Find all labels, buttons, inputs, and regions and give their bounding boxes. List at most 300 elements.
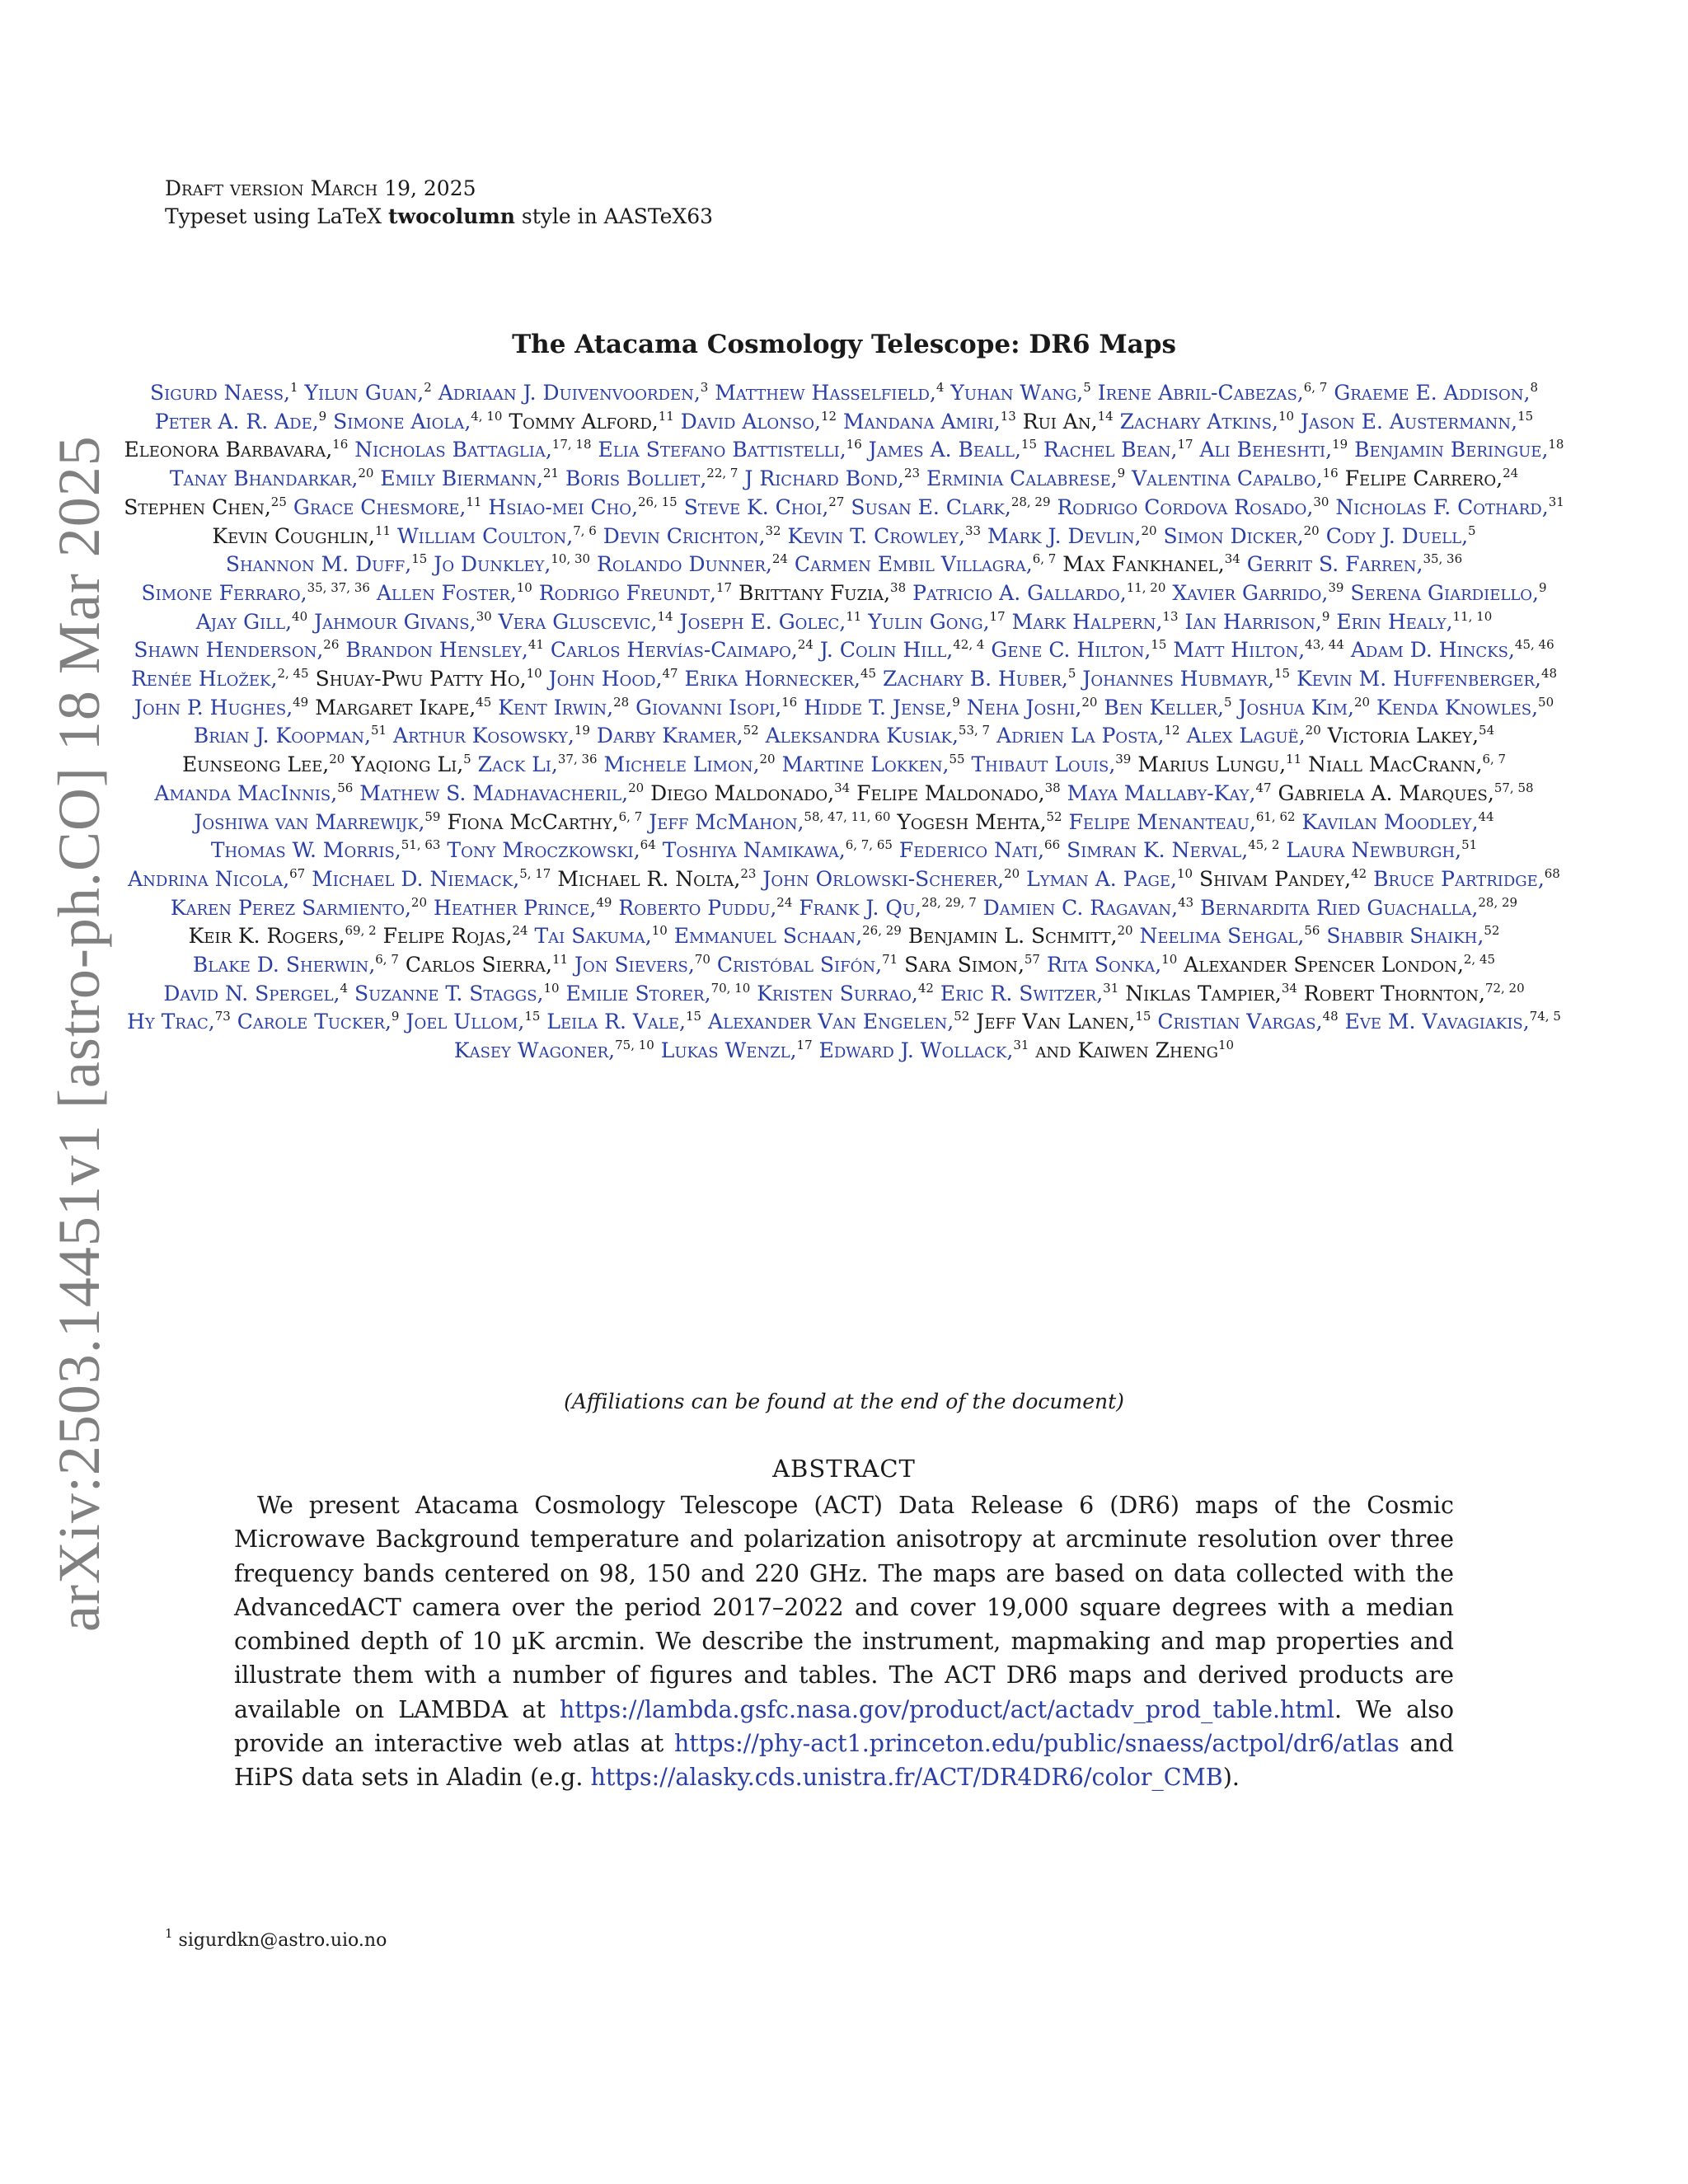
author-name[interactable]: John Hood,$^{47}$ <box>548 666 678 691</box>
author-name[interactable]: Simone Aiola,$^{4, 10}$ <box>333 408 503 434</box>
author-name-text: Vera Gluscevic <box>498 609 651 634</box>
author-name-text: Eric R. Switzer <box>940 981 1097 1005</box>
author-name-text: Giovanni Isopi <box>635 695 776 719</box>
author-name[interactable]: Ajay Gill,$^{40}$ <box>195 608 308 634</box>
author-name[interactable]: Andrina Nicola,$^{67}$ <box>128 865 306 891</box>
author-name[interactable]: Gene C. Hilton,$^{15}$ <box>991 637 1167 663</box>
author-name[interactable]: Rolando Dunner,$^{24}$ <box>597 551 788 577</box>
author-name-text: Brittany Fuzia <box>738 580 884 605</box>
author-affiliation-superscript: 6, 7 <box>1303 380 1328 395</box>
author-name[interactable]: Shannon M. Duff,$^{15}$ <box>225 551 428 577</box>
author-affiliation-superscript: 42 <box>917 980 934 996</box>
author-name-text: Blake D. Sherwin <box>192 953 369 977</box>
author-name-text: Eunseong Lee <box>181 752 323 777</box>
author-name[interactable]: Carlos Hervías-Caimapo,$^{24}$ <box>550 637 814 663</box>
author-affiliation-superscript: 32 <box>765 523 781 538</box>
author-name[interactable]: Alex Laguë,$^{20}$ <box>1186 723 1321 748</box>
author-name[interactable]: Kevin T. Crowley,$^{33}$ <box>787 523 982 548</box>
author-name: Brittany Fuzia,$^{38}$ <box>738 579 907 605</box>
author-name[interactable]: Yuhan Wang,$^5$ <box>950 380 1091 405</box>
author-name[interactable]: Eve M. Vavagiakis,$^{74, 5}$ <box>1344 1009 1561 1034</box>
author-name[interactable]: Kevin M. Huffenberger,$^{48}$ <box>1296 666 1558 691</box>
author-name[interactable]: Toshiya Namikawa,$^{6, 7, 65}$ <box>662 837 893 863</box>
author-name-text: Eleonora Barbavara <box>124 438 326 462</box>
author-name[interactable]: Irene Abril-Cabezas,$^{6, 7}$ <box>1097 380 1328 405</box>
author-name[interactable]: Gerrit S. Farren,$^{35, 36}$ <box>1246 551 1463 577</box>
author-name[interactable]: Nicholas F. Cothard,$^{31}$ <box>1335 494 1564 519</box>
author-name[interactable]: Matthew Hasselfield,$^4$ <box>715 380 945 405</box>
abstract-heading: ABSTRACT <box>772 1455 916 1483</box>
author-name-text: Andrina Nicola <box>128 866 284 891</box>
author-name[interactable]: Rodrigo Cordova Rosado,$^{30}$ <box>1057 494 1329 519</box>
author-affiliation-superscript: 10 <box>1177 865 1193 881</box>
author-name-text: Erin Healy <box>1336 609 1447 634</box>
author-name-text: Susan E. Clark <box>851 494 1005 519</box>
author-name-text: Joshiwa van Marrewijk <box>194 809 419 834</box>
author-affiliation-superscript: 47 <box>662 666 678 682</box>
author-name[interactable]: Cristian Vargas,$^{48}$ <box>1157 1009 1339 1034</box>
author-affiliation-superscript: 28 <box>613 694 630 710</box>
author-name-text: Cristian Vargas <box>1157 1010 1316 1034</box>
author-affiliation-superscript: 54 <box>1479 723 1495 738</box>
author-name-text: Kevin Coughlin <box>212 523 368 548</box>
author-name[interactable]: Rita Sonka,$^{10}$ <box>1046 952 1178 977</box>
author-name[interactable]: Joel Ullom,$^{15}$ <box>406 1009 541 1034</box>
author-name[interactable]: Eric R. Switzer,$^{31}$ <box>940 980 1119 1005</box>
author-name[interactable]: Roberto Puddu,$^{24}$ <box>618 894 793 920</box>
author-affiliation-superscript: 52 <box>1484 923 1500 939</box>
author-affiliation-superscript: 15 <box>524 1009 541 1024</box>
author-name[interactable]: Nicholas Battaglia,$^{17, 18}$ <box>354 437 592 462</box>
author-name[interactable]: Hidde T. Jense,$^9$ <box>804 694 960 719</box>
author-name[interactable]: Brandon Hensley,$^{41}$ <box>345 637 544 663</box>
author-name-text: Irene Abril-Cabezas <box>1097 381 1297 405</box>
author-affiliation-superscript: 15 <box>411 551 428 567</box>
author-name[interactable]: Aleksandra Kusiak,$^{53, 7}$ <box>765 723 991 748</box>
author-name[interactable]: Mandana Amiri,$^{13}$ <box>843 408 1016 434</box>
author-name[interactable]: John P. Hughes,$^{49}$ <box>134 694 309 719</box>
author-name[interactable]: Arthur Kosowsky,$^{19}$ <box>393 723 590 748</box>
author-affiliation-superscript: 24 <box>797 637 814 653</box>
author-name-text: Sigurd Naess <box>149 381 284 405</box>
author-name: Shuay-Pwu Patty Ho,$^{10}$ <box>315 666 542 691</box>
author-name[interactable]: Tai Sakuma,$^{10}$ <box>534 923 668 949</box>
author-name[interactable]: Erminia Calabrese,$^9$ <box>926 466 1126 491</box>
author-name-text: Felipe Carrero <box>1344 466 1497 491</box>
author-affiliation-superscript: 15 <box>1274 666 1291 682</box>
author-name[interactable]: Felipe Menanteau,$^{61, 62}$ <box>1068 808 1296 834</box>
author-name: Felipe Rojas,$^{24}$ <box>382 923 528 949</box>
author-name: Victoria Lakey,$^{54}$ <box>1327 723 1495 748</box>
author-name[interactable]: Leila R. Vale,$^{15}$ <box>546 1009 702 1034</box>
author-affiliation-superscript: 15 <box>1517 408 1534 424</box>
author-affiliation-superscript: 45 <box>860 666 877 682</box>
author-affiliation-superscript: 16 <box>332 437 349 452</box>
author-name[interactable]: Joshiwa van Marrewijk,$^{59}$ <box>194 808 441 834</box>
author-name[interactable]: Jo Dunkley,$^{10, 30}$ <box>434 551 591 577</box>
author-name[interactable]: James A. Beall,$^{15}$ <box>868 437 1037 462</box>
author-affiliation-superscript: 25 <box>270 494 287 509</box>
author-affiliation-superscript: 10, 30 <box>551 551 591 567</box>
author-name[interactable]: Martine Lokken,$^{55}$ <box>781 752 965 777</box>
author-name[interactable]: Matt Hilton,$^{43, 44}$ <box>1173 637 1344 663</box>
author-name[interactable]: Adrien La Posta,$^{12}$ <box>996 723 1180 748</box>
author-name: Kevin Coughlin,$^{11}$ <box>212 523 392 548</box>
author-name-text: Renée Hložek <box>130 667 271 691</box>
author-name[interactable]: Suzanne T. Staggs,$^{10}$ <box>354 980 560 1005</box>
author-name[interactable]: Benjamin Beringue,$^{18}$ <box>1354 437 1564 462</box>
author-name[interactable]: Neha Joshi,$^{20}$ <box>966 694 1098 719</box>
author-name[interactable]: Amanda MacInnis,$^{56}$ <box>154 780 354 805</box>
author-name[interactable]: Hsiao-mei Cho,$^{26, 15}$ <box>488 494 678 519</box>
author-name-text: Michele Limon <box>603 752 753 777</box>
author-name-text: Rui An <box>1022 409 1091 434</box>
author-name[interactable]: Bruce Partridge,$^{68}$ <box>1373 865 1560 891</box>
author-affiliation-superscript: 2, 45 <box>1463 952 1496 968</box>
author-affiliation-superscript: 9 <box>391 1009 400 1024</box>
author-name-text: Amanda MacInnis <box>154 780 331 805</box>
author-name-text: Ajay Gill <box>195 609 286 634</box>
author-name[interactable]: Boris Bolliet,$^{22, 7}$ <box>565 466 738 491</box>
author-affiliation-superscript: 30 <box>476 608 492 624</box>
latex-logo: LaTeX <box>316 204 382 228</box>
author-name[interactable]: Frank J. Qu,$^{28, 29, 7}$ <box>799 894 977 920</box>
author-name[interactable]: Giovanni Isopi,$^{16}$ <box>635 694 798 719</box>
author-name[interactable]: Yulin Gong,$^{17}$ <box>868 608 1006 634</box>
author-name-text: Mandana Amiri <box>843 409 994 434</box>
typeset-suffix: style in AASTeX63 <box>514 204 714 228</box>
author-affiliation-superscript: 34 <box>834 780 851 795</box>
author-name[interactable]: Emily Biermann,$^{21}$ <box>380 466 559 491</box>
author-affiliation-superscript: 1 <box>289 380 298 395</box>
author-name-text: Aleksandra Kusiak <box>765 724 952 748</box>
author-name[interactable]: Michael D. Niemack,$^{5, 17}$ <box>312 865 551 891</box>
author-name[interactable]: Zack Li,$^{37, 36}$ <box>477 752 598 777</box>
author-name[interactable]: Heather Prince,$^{49}$ <box>433 894 612 920</box>
author-name-text: Graeme E. Addison <box>1334 381 1524 405</box>
author-name[interactable]: Valentina Capalbo,$^{16}$ <box>1132 466 1339 491</box>
author-name-text: Victoria Lakey <box>1327 724 1473 748</box>
author-name[interactable]: Tony Mroczkowski,$^{64}$ <box>447 837 656 863</box>
author-affiliation-superscript: 21 <box>542 466 559 481</box>
author-name-text: Matthew Hasselfield <box>715 381 930 405</box>
author-name-text: Stephen Chen <box>124 494 265 519</box>
author-affiliation-superscript: 11 <box>658 408 674 424</box>
author-name-text: Lukas Wenzl <box>660 1038 790 1063</box>
author-name[interactable]: Emilie Storer,$^{70, 10}$ <box>565 980 751 1005</box>
author-name-text: Niklas Tampier <box>1125 981 1275 1005</box>
author-affiliation-superscript: 17 <box>1177 437 1193 452</box>
author-affiliation-superscript: 10 <box>1278 408 1295 424</box>
author-name-text: Tommy Alford <box>509 409 652 434</box>
author-name-text: Jeff McMahon <box>649 809 798 834</box>
author-affiliation-superscript: 6, 7 <box>618 808 643 824</box>
atlas-link[interactable]: https://phy-act1.princeton.edu/public/snaess/actpol/dr6/atlas <box>673 1730 1400 1758</box>
author-name[interactable]: Serena Giardiello,$^9$ <box>1350 579 1547 605</box>
author-name-text: Erminia Calabrese <box>926 466 1111 491</box>
author-name[interactable]: Carmen Embil Villagra,$^{6, 7}$ <box>794 551 1057 577</box>
author-name[interactable]: Brian J. Koopman,$^{51}$ <box>193 723 387 748</box>
author-affiliation-superscript: 31 <box>1103 980 1119 996</box>
author-name[interactable]: Jon Sievers,$^{70}$ <box>574 952 710 977</box>
author-name[interactable]: Jeff McMahon,$^{58, 47, 11, 60}$ <box>649 808 891 834</box>
author-name-text: Hidde T. Jense <box>804 695 946 719</box>
paper-title: The Atacama Cosmology Telescope: DR6 Maps <box>512 330 1176 359</box>
author-affiliation-superscript: 19 <box>574 723 590 738</box>
author-name: Marius Lungu,$^{11}$ <box>1137 752 1302 777</box>
footnote-email[interactable]: sigurdkn@astro.uio.no <box>178 1930 387 1951</box>
author-name-text: Nicholas Battaglia <box>354 438 546 462</box>
author-name[interactable]: Xavier Garrido,$^{39}$ <box>1172 579 1344 605</box>
author-name[interactable]: J. Colin Hill,$^{42, 4}$ <box>819 637 985 663</box>
author-name[interactable]: Ian Harrison,$^9$ <box>1184 608 1330 634</box>
author-affiliation-superscript: 24 <box>512 923 528 939</box>
author-name[interactable]: Peter A. R. Ade,$^9$ <box>154 408 327 434</box>
author-name[interactable]: Steve K. Choi,$^{27}$ <box>683 494 845 519</box>
author-name-text: Felipe Rojas <box>382 924 506 949</box>
author-name[interactable]: Susan E. Clark,$^{28, 29}$ <box>851 494 1051 519</box>
aladin-link[interactable]: https://alasky.cds.unistra.fr/ACT/DR4DR6/color_CMB <box>590 1764 1223 1792</box>
author-name[interactable]: Grace Chesmore,$^{11}$ <box>293 494 482 519</box>
author-name-text: Heather Prince <box>433 895 590 920</box>
author-name[interactable]: Simon Dicker,$^{20}$ <box>1163 523 1320 548</box>
author-name-text: Kasey Wagoner <box>453 1038 609 1063</box>
author-name[interactable]: Elia Stefano Battistelli,$^{16}$ <box>598 437 862 462</box>
author-name[interactable]: Zachary B. Huber,$^5$ <box>883 666 1076 691</box>
author-name[interactable]: Joseph E. Golec,$^{11}$ <box>679 608 862 634</box>
author-affiliation-superscript: 24 <box>776 894 793 910</box>
author-name-text: Emilie Storer <box>565 981 705 1005</box>
author-name-text: J Richard Bond <box>744 466 898 491</box>
author-name[interactable]: Thomas W. Morris,$^{51, 63}$ <box>210 837 441 863</box>
author-name[interactable]: Thibaut Louis,$^{39}$ <box>971 752 1132 777</box>
author-name[interactable]: Blake D. Sherwin,$^{6, 7}$ <box>192 952 399 977</box>
author-name[interactable]: Alexander Van Engelen,$^{52}$ <box>708 1009 970 1034</box>
author-affiliation-superscript: 20 <box>1141 523 1157 538</box>
author-name[interactable]: Erika Hornecker,$^{45}$ <box>684 666 877 691</box>
author-affiliation-superscript: 67 <box>289 865 306 881</box>
author-name-text: John Hood <box>548 667 656 691</box>
author-name[interactable]: John Orlowski-Scherer,$^{20}$ <box>762 865 1020 891</box>
author-name[interactable]: Mark Halpern,$^{13}$ <box>1011 608 1179 634</box>
author-name[interactable]: Kristen Surrao,$^{42}$ <box>757 980 934 1005</box>
author-name-text: Steve K. Choi <box>683 494 823 519</box>
author-name[interactable]: Federico Nati,$^{66}$ <box>898 837 1061 863</box>
author-name-text: Federico Nati <box>898 838 1039 863</box>
author-name[interactable]: Bernardita Ried Guachalla,$^{28, 29}$ <box>1200 894 1518 920</box>
abstract-text-1: We present Atacama Cosmology Telescope (ACT) Data Release 6 (DR6) maps of the Cosmic Microwave Background temperature and polarization anisotropy at arcminute resolution over three frequency bands centered on 98, 150 and 220 GHz. The maps are based on data collected with the AdvancedACT camera over the period 2017–2022 and cover 19,000 square degrees with a median combined depth of 10 µK arcmin. We describe the instrument, mapmaking and map properties and illustrate them with a number of figures and tables. The ACT DR6 maps and derived products are available on LAMBDA at <box>234 1492 1454 1723</box>
author-affiliation-superscript: 26, 15 <box>638 494 678 509</box>
author-affiliation-superscript: 6, 7, 65 <box>845 837 893 853</box>
author-affiliation-superscript: 11 <box>846 608 862 624</box>
author-name-text: Carmen Embil Villagra <box>794 552 1026 577</box>
author-name[interactable]: Darby Kramer,$^{52}$ <box>596 723 759 748</box>
author-affiliation-superscript: 20 <box>759 752 776 767</box>
author-affiliation-superscript: 44 <box>1478 808 1494 824</box>
author-affiliation-superscript: 5 <box>1067 666 1076 682</box>
author-name[interactable]: Rodrigo Freundt,$^{17}$ <box>538 579 733 605</box>
author-name[interactable]: Ali Beheshti,$^{19}$ <box>1199 437 1348 462</box>
author-name-text: Rachel Bean <box>1043 438 1171 462</box>
author-name[interactable]: Shabbir Shaikh,$^{52}$ <box>1326 923 1500 949</box>
author-affiliation-superscript: 17 <box>989 608 1006 624</box>
author-name[interactable]: Kasey Wagoner,$^{75, 10}$ <box>453 1038 654 1063</box>
author-affiliation-superscript: 16 <box>1322 466 1339 481</box>
author-name-text: Simran K. Nerval <box>1067 838 1242 863</box>
author-name[interactable]: Damien C. Ragavan,$^{43}$ <box>982 894 1194 920</box>
author-affiliation-superscript: 59 <box>424 808 441 824</box>
author-name[interactable]: David Alonso,$^{12}$ <box>680 408 837 434</box>
author-name-text: Maya Mallaby-Kay <box>1067 780 1250 805</box>
author-affiliation-superscript: 26, 29 <box>862 923 902 939</box>
author-affiliation-superscript: 14 <box>1097 408 1114 424</box>
author-name[interactable]: Tanay Bhandarkar,$^{20}$ <box>169 466 374 491</box>
author-affiliation-superscript: 16 <box>781 694 798 710</box>
author-name[interactable]: Kent Irwin,$^{28}$ <box>498 694 630 719</box>
author-affiliation-superscript: 17, 18 <box>551 437 592 452</box>
author-name-text: Alexander Spencer London <box>1184 953 1457 977</box>
author-name[interactable]: Simran K. Nerval,$^{45, 2}$ <box>1067 837 1280 863</box>
author-name[interactable]: Patricio A. Gallardo,$^{11, 20}$ <box>912 579 1166 605</box>
author-affiliation-superscript: 10 <box>516 579 532 595</box>
author-name-text: William Coulton <box>396 523 567 548</box>
author-name[interactable]: Hy Trac,$^{73}$ <box>127 1009 231 1034</box>
author-name-text: Kent Irwin <box>498 695 607 719</box>
author-name-text: David Alonso <box>680 409 815 434</box>
author-name-text: Jason E. Austermann <box>1300 409 1512 434</box>
author-name[interactable]: Shawn Henderson,$^{26}$ <box>134 637 340 663</box>
author-name[interactable]: Adam D. Hincks,$^{45, 46}$ <box>1350 637 1554 663</box>
author-name-text: Leila R. Vale <box>546 1010 680 1034</box>
author-affiliation-superscript: 15 <box>1135 1009 1151 1024</box>
author-name-text: Robert Thornton <box>1303 981 1479 1005</box>
author-name-text: Rita Sonka <box>1046 953 1156 977</box>
author-name[interactable]: Lyman A. Page,$^{10}$ <box>1026 865 1193 891</box>
author-affiliation-superscript: 30 <box>1313 494 1329 509</box>
author-name[interactable]: Renée Hložek,$^{2, 45}$ <box>130 666 309 691</box>
author-name-text: Tanay Bhandarkar <box>169 466 352 491</box>
author-affiliation-superscript: 42 <box>1351 865 1367 881</box>
author-name-text: Marius Lungu <box>1137 752 1280 777</box>
author-name: Carlos Sierra,$^{11}$ <box>405 952 569 977</box>
author-name-text: Yuhan Wang <box>950 381 1077 405</box>
author-joiner: and <box>1035 1038 1071 1063</box>
author-name-text: Benjamin Beringue <box>1354 438 1542 462</box>
author-name[interactable]: Erin Healy,$^{11, 10}$ <box>1336 608 1493 634</box>
author-affiliation-superscript: 17 <box>796 1038 813 1053</box>
author-affiliation-superscript: 39 <box>1328 579 1344 595</box>
author-name-text: Bernardita Ried Guachalla <box>1200 895 1472 920</box>
author-name-text: Bruce Partridge <box>1373 866 1538 891</box>
author-affiliation-superscript: 55 <box>949 752 965 767</box>
author-name[interactable]: Karen Perez Sarmiento,$^{20}$ <box>170 894 427 920</box>
author-name[interactable]: Vera Gluscevic,$^{14}$ <box>498 608 673 634</box>
author-affiliation-superscript: 15 <box>685 1009 702 1024</box>
author-name-text: Sara Simon <box>904 953 1018 977</box>
author-name[interactable]: Johannes Hubmayr,$^{15}$ <box>1082 666 1291 691</box>
author-name[interactable]: Allen Foster,$^{10}$ <box>376 579 532 605</box>
author-affiliation-superscript: 5 <box>1083 380 1091 395</box>
author-name[interactable]: Neelima Sehgal,$^{56}$ <box>1139 923 1320 949</box>
author-name-text: Shabbir Shaikh <box>1326 924 1478 949</box>
author-name[interactable]: Lukas Wenzl,$^{17}$ <box>660 1038 813 1063</box>
author-name: Robert Thornton,$^{72, 20}$ <box>1303 980 1525 1005</box>
author-name[interactable]: Jahmour Givans,$^{30}$ <box>314 608 492 634</box>
author-name-text: Toshiya Namikawa <box>662 838 839 863</box>
author-name[interactable]: Cody J. Duell,$^5$ <box>1325 523 1476 548</box>
author-name[interactable]: Graeme E. Addison,$^8$ <box>1334 380 1539 405</box>
author-name[interactable]: Cristóbal Sifón,$^{71}$ <box>716 952 898 977</box>
author-name[interactable]: Zachary Atkins,$^{10}$ <box>1119 408 1295 434</box>
author-name[interactable]: Maya Mallaby-Kay,$^{47}$ <box>1067 780 1272 805</box>
author-name-text: Zack Li <box>477 752 551 777</box>
author-affiliation-superscript: 5 <box>1468 523 1476 538</box>
author-affiliation-superscript: 45, 46 <box>1514 637 1554 653</box>
author-name[interactable]: Mathew S. Madhavacheril,$^{20}$ <box>359 780 645 805</box>
author-name[interactable]: Mark J. Devlin,$^{20}$ <box>987 523 1157 548</box>
author-name-text: Benjamin L. Schmitt <box>907 924 1111 949</box>
author-name[interactable]: David N. Spergel,$^4$ <box>163 980 349 1005</box>
author-name-text: Grace Chesmore <box>293 494 460 519</box>
author-name[interactable]: Yilun Guan,$^2$ <box>304 380 432 405</box>
author-name[interactable]: Edward J. Wollack,$^{31}$ <box>818 1038 1029 1063</box>
author-name: Benjamin L. Schmitt,$^{20}$ <box>907 923 1133 949</box>
author-name-text: Laura Newburgh <box>1286 838 1456 863</box>
author-name-text: Suzanne T. Staggs <box>354 981 537 1005</box>
author-affiliation-superscript: 58, 47, 11, 60 <box>804 808 891 824</box>
author-affiliation-superscript: 66 <box>1044 837 1061 853</box>
author-name[interactable]: Adriaan J. Duivenvoorden,$^3$ <box>438 380 709 405</box>
author-name-text: Neelima Sehgal <box>1139 924 1298 949</box>
author-name-text: Ali Beheshti <box>1199 438 1326 462</box>
author-name[interactable]: Joshua Kim,$^{20}$ <box>1238 694 1371 719</box>
author-name[interactable]: Carole Tucker,$^9$ <box>237 1009 400 1034</box>
author-affiliation-superscript: 20 <box>358 466 374 481</box>
author-name-text: Joshua Kim <box>1238 695 1348 719</box>
author-affiliation-superscript: 20 <box>628 780 645 795</box>
author-name-text: Edward J. Wollack <box>818 1038 1007 1063</box>
author-name[interactable]: Kenda Knowles,$^{50}$ <box>1376 694 1554 719</box>
author-name[interactable]: Laura Newburgh,$^{51}$ <box>1286 837 1478 863</box>
author-affiliation-superscript: 11, 10 <box>1452 608 1493 624</box>
author-name[interactable]: Kavilan Moodley,$^{44}$ <box>1301 808 1494 834</box>
author-name-text: Adam D. Hincks <box>1350 638 1508 663</box>
author-name[interactable]: William Coulton,$^{7, 6}$ <box>396 523 597 548</box>
author-name: Niklas Tampier,$^{34}$ <box>1125 980 1297 1005</box>
author-name[interactable]: Sigurd Naess,$^1$ <box>149 380 298 405</box>
author-affiliation-superscript: 42, 4 <box>953 637 985 653</box>
lambda-link[interactable]: https://lambda.gsfc.nasa.gov/product/act/actadv_prod_table.html <box>559 1695 1334 1723</box>
author-affiliation-superscript: 11 <box>374 523 392 538</box>
author-name[interactable]: Devin Crichton,$^{32}$ <box>603 523 781 548</box>
author-name[interactable]: Simone Ferraro,$^{35, 37, 36}$ <box>141 579 370 605</box>
author-name-text: Frank J. Qu <box>799 895 916 920</box>
author-name-text: Cody J. Duell <box>1325 523 1462 548</box>
author-affiliation-superscript: 12 <box>1164 723 1180 738</box>
author-name[interactable]: Emmanuel Schaan,$^{26, 29}$ <box>673 923 902 949</box>
author-name-text: Simone Ferraro <box>141 580 301 605</box>
author-affiliation-superscript: 9 <box>318 408 327 424</box>
author-name-text: Carlos Sierra <box>405 953 546 977</box>
author-affiliation-superscript: 48 <box>1322 1009 1339 1024</box>
author-name[interactable]: Jason E. Austermann,$^{15}$ <box>1300 408 1534 434</box>
author-name[interactable]: Michele Limon,$^{20}$ <box>603 752 776 777</box>
author-name[interactable]: Rachel Bean,$^{17}$ <box>1043 437 1193 462</box>
author-name[interactable]: J Richard Bond,$^{23}$ <box>744 466 921 491</box>
author-name-text: Hy Trac <box>127 1010 209 1034</box>
author-name-text: Boris Bolliet <box>565 466 701 491</box>
author-name[interactable]: Ben Keller,$^5$ <box>1104 694 1232 719</box>
